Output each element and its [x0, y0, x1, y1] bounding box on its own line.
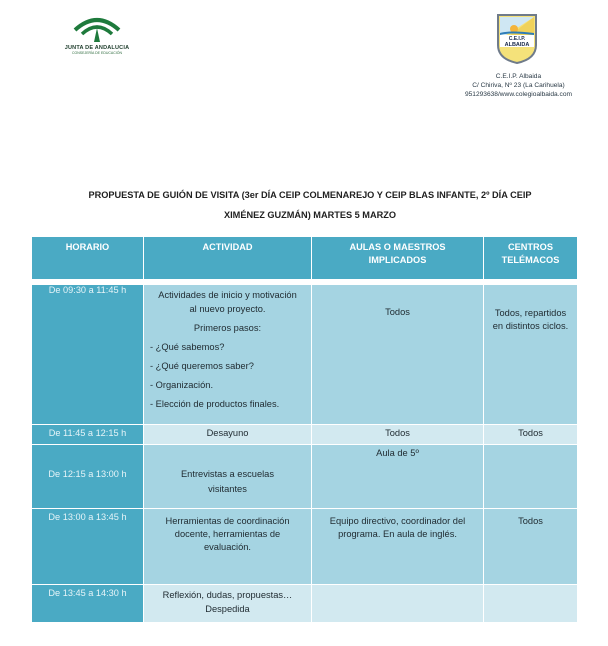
- col-header-horario: HORARIO: [32, 237, 144, 280]
- centros-cell: [484, 285, 578, 425]
- time-cell: De 09:30 a 11:45 h: [32, 285, 144, 425]
- junta-subtitle: CONSEJERÍA DE EDUCACIÓN: [72, 51, 122, 55]
- activity-cell: [144, 509, 312, 585]
- activity-heading: Primeros pasos:: [193, 323, 262, 333]
- col-header-aulas: AULAS O MAESTROS IMPLICADOS: [312, 237, 484, 280]
- aulas-text: Todos: [385, 307, 410, 317]
- centros-cell: [484, 585, 578, 623]
- time-cell: De 13:00 a 13:45 h: [32, 509, 144, 585]
- col-header-actividad: ACTIVIDAD: [144, 237, 312, 280]
- svg-text:C.E.I.P.: C.E.I.P.: [508, 36, 526, 42]
- activity-item: - ¿Qué sabemos?: [150, 342, 225, 352]
- school-contact: 951293638/www.colegioalbaida.com: [464, 91, 572, 98]
- centros-cell: [484, 509, 578, 585]
- col-header-centros: CENTROS TELÉMACOS: [484, 237, 578, 280]
- centros-cell: [484, 445, 578, 509]
- activity-text: Entrevistas a escuelas visitantes: [180, 469, 274, 494]
- aulas-text: Aula de 5º: [376, 448, 419, 458]
- schedule-table: [31, 236, 578, 623]
- aulas-cell: [312, 285, 484, 425]
- junta-arch-icon: [71, 12, 123, 44]
- title-line-1: PROPUESTA DE GUIÓN DE VISITA (3er DÍA CEIP COLMENAREJO Y CEIP BLAS INFANTE, 2º DÍA CEIP: [88, 190, 532, 200]
- aulas-text: Equipo directivo, coordinador del programa. En aula de inglés.: [329, 516, 466, 539]
- table-row: [32, 445, 578, 509]
- ceip-albaida-logo: [496, 13, 538, 65]
- time-cell: De 13:45 a 14:30 h: [32, 585, 144, 623]
- junta-de-andalucia-logo: [62, 12, 132, 62]
- table-row: [32, 585, 578, 623]
- time-cell: De 11:45 a 12:15 h: [32, 425, 144, 445]
- activity-item: - Elección de productos finales.: [150, 399, 280, 409]
- document-title: [60, 185, 560, 225]
- junta-name: JUNTA DE ANDALUCIA: [64, 45, 130, 51]
- time-cell: De 12:15 a 13:00 h: [32, 445, 144, 509]
- activity-cell: [144, 585, 312, 623]
- table-row: [32, 285, 578, 425]
- activity-cell: [144, 445, 312, 509]
- title-line-2: XIMÉNEZ GUZMÁN) MARTES 5 MARZO: [223, 210, 396, 220]
- activity-item: - Organización.: [150, 380, 214, 390]
- activity-text: Reflexión, dudas, propuestas… Despedida: [162, 590, 293, 614]
- activity-cell: [144, 285, 312, 425]
- centros-text: Todos, repartidos en distintos ciclos.: [492, 308, 569, 331]
- school-address: [465, 72, 572, 99]
- svg-text:ALBAIDA: ALBAIDA: [504, 42, 530, 48]
- aulas-cell: [312, 509, 484, 585]
- school-name: C.E.I.P. Albaida: [495, 73, 542, 80]
- activity-text: Herramientas de coordinación docente, herramientas de evaluación.: [165, 516, 290, 552]
- centros-text: Todos: [518, 516, 543, 526]
- school-street: C/ Chiriva, Nº 23 (La Carihuela): [472, 82, 565, 89]
- activity-cell: Desayuno: [144, 425, 312, 445]
- aulas-cell: [312, 445, 484, 509]
- table-row: [32, 509, 578, 585]
- table-row: [32, 425, 578, 445]
- aulas-cell: [312, 585, 484, 623]
- activity-item: - ¿Qué queremos saber?: [150, 361, 254, 371]
- centros-cell: Todos: [484, 425, 578, 445]
- table-header-row: [32, 237, 578, 280]
- aulas-cell: Todos: [312, 425, 484, 445]
- activity-intro: Actividades de inicio y motivación al nuevo proyecto.: [158, 290, 297, 314]
